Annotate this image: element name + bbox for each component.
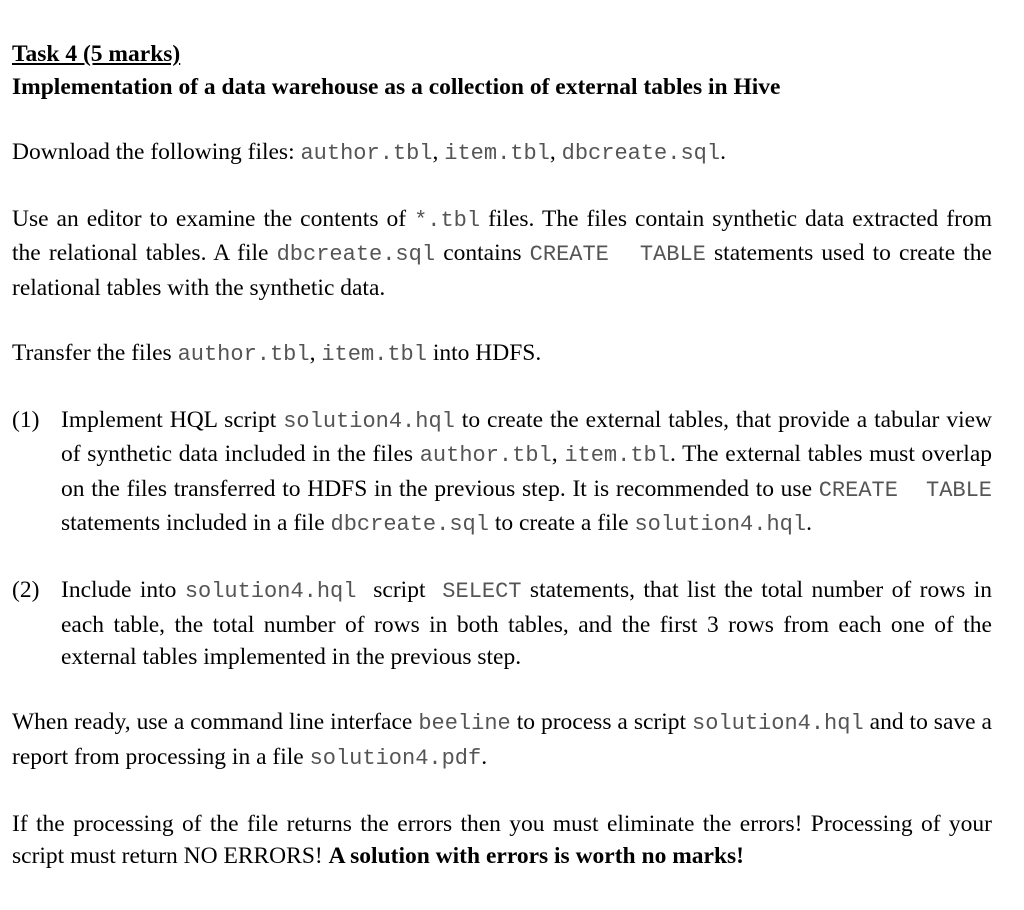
code-author-tbl: author.tbl <box>419 443 552 468</box>
code-solution4-hql: solution4.hql <box>184 579 357 604</box>
no-marks-warning: A solution with errors is worth no marks! <box>328 843 744 869</box>
code-solution4-hql: solution4.hql <box>692 711 864 736</box>
code-dbcreate: dbcreate.sql <box>330 512 489 537</box>
examine-paragraph: Use an editor to examine the contents of *.tbl files. The files contain synthetic data extracted from the relational tables. A file dbcreate.sql contains CREATE TABLE statements used to create the relational tables with the synthetic data. <box>12 205 992 301</box>
code-solution4-hql: solution4.hql <box>283 408 455 434</box>
download-paragraph: Download the following files: author.tbl, item.tbl, dbcreate.sql. <box>12 138 726 166</box>
code-solution4-pdf: solution4.pdf <box>309 745 482 771</box>
code-item-tbl: item.tbl <box>564 443 670 468</box>
file-author-tbl: author.tbl <box>177 341 310 367</box>
file-item-tbl: item.tbl <box>321 341 427 367</box>
file-dbcreate-sql: dbcreate.sql <box>561 140 721 166</box>
file-item-tbl: item.tbl <box>444 140 550 166</box>
errors-paragraph: If the processing of the file returns the errors then you must eliminate the errors! Processing of your script must return NO ERRORS! A solution with errors is worth no marks! <box>12 810 992 869</box>
code-select: SELECT <box>442 579 522 604</box>
task-heading <box>12 38 992 71</box>
file-author-tbl: author.tbl <box>300 140 433 166</box>
step-2: (2) Include into solution4.hql script SELECT statements, that list the total number of rows in each table, the total number of rows in both tables, and the first 3 rows from each one of the external tables implemented in the previous step. <box>12 574 992 674</box>
step-2-number: (2) <box>12 577 40 603</box>
code-beeline: beeline <box>418 711 511 736</box>
step-1: (1) Implement HQL script solution4.hql to create the external tables, that provide a tabular view of synthetic data included in the files author.tbl, item.tbl. The external tables must overlap on the files transferred to HDFS in the previous step. It is recommended to use CREATE TABLE statements included in a file dbcreate.sql to create a file solution4.hql. <box>12 404 992 542</box>
task-subtitle: Implementation of a data warehouse as a collection of external tables in Hive <box>12 73 781 100</box>
code-create-table: CREATE TABLE <box>529 242 706 267</box>
step-1-number: (1) <box>12 406 40 433</box>
code-solution4-hql: solution4.hql <box>634 512 807 537</box>
task-document <box>12 38 992 873</box>
beeline-paragraph: When ready, use a command line interface beeline to process a script solution4.hql and to save a report from processing in a file solution4.pdf. <box>12 709 992 771</box>
code-tbl-glob: *.tbl <box>414 207 481 233</box>
code-create-table: CREATE TABLE <box>818 477 992 503</box>
task-title: Task 4 (5 marks) <box>12 41 181 67</box>
code-dbcreate: dbcreate.sql <box>276 242 436 267</box>
transfer-paragraph: Transfer the files author.tbl, item.tbl into HDFS. <box>12 339 542 367</box>
task-subheading <box>12 71 992 104</box>
